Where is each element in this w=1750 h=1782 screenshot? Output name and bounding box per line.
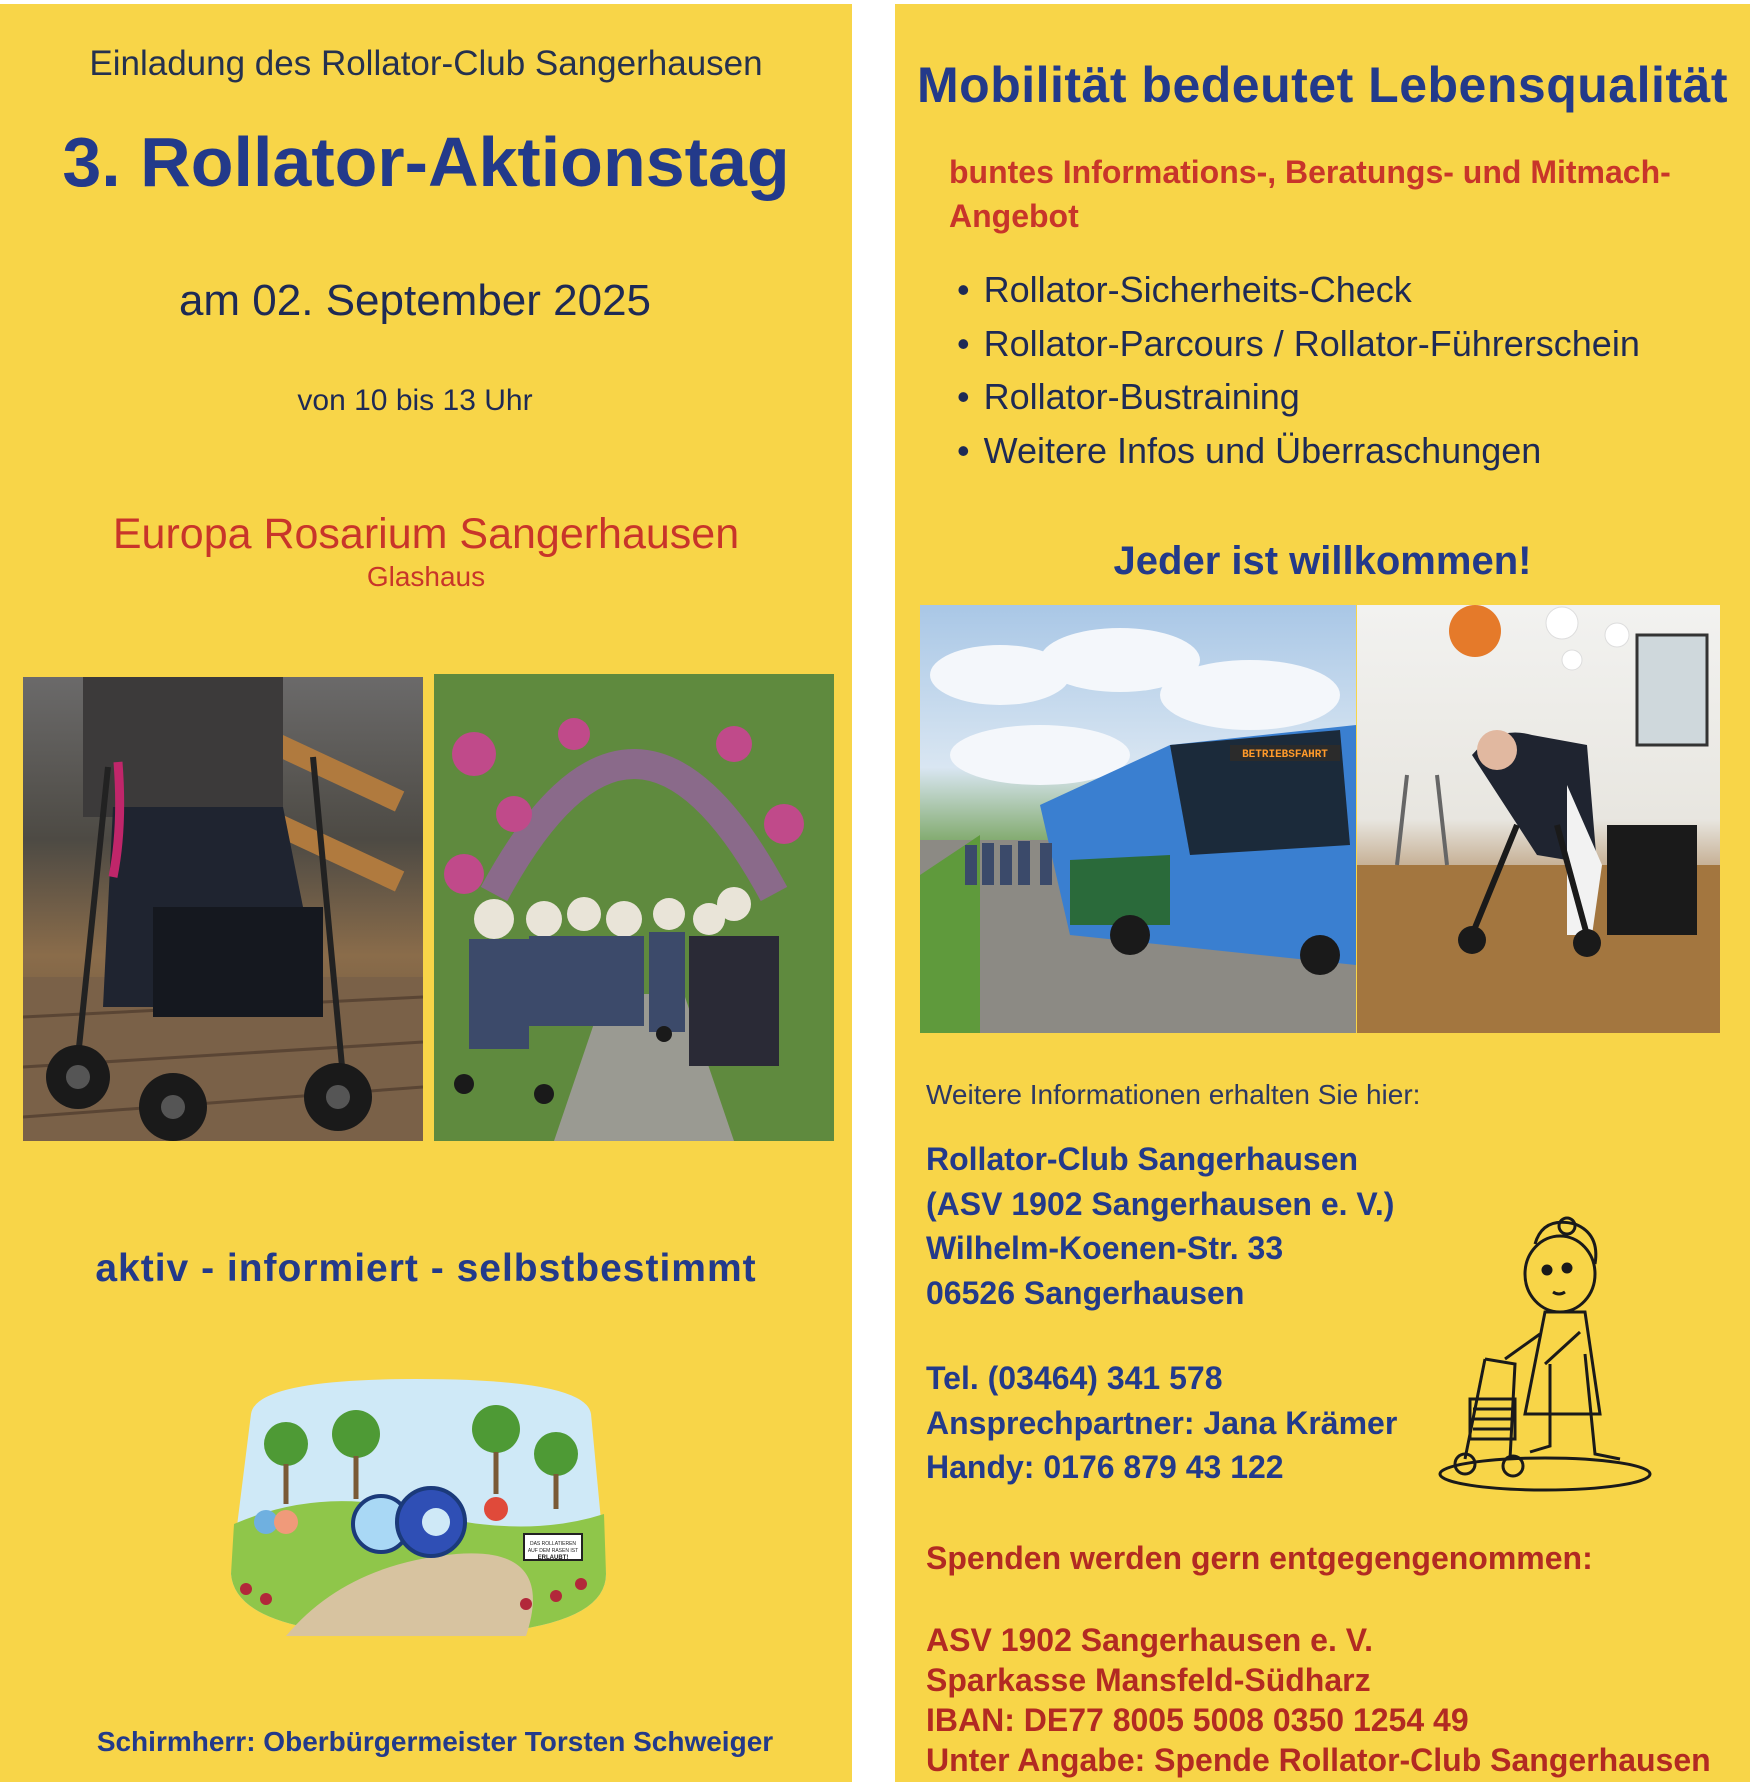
event-title: 3. Rollator-Aktionstag — [62, 123, 790, 201]
bank-line: IBAN: DE77 8005 5008 0350 1254 49 — [926, 1702, 1469, 1738]
address-block — [926, 1137, 1394, 1315]
mobile-line: Handy: 0176 879 43 122 — [926, 1449, 1284, 1485]
list-item: • Rollator-Bustraining — [957, 376, 1640, 430]
address-line: Rollator-Club Sangerhausen — [926, 1141, 1359, 1177]
offer-text: buntes Informations-, Beratungs- und Mitmach-Angebot — [949, 154, 1671, 234]
patron-line: Schirmherr: Oberbürgermeister Torsten Schweiger — [96, 1726, 774, 1757]
address-line: 06526 Sangerhausen — [926, 1274, 1245, 1311]
bank-line: Unter Angabe: Spende Rollator-Club Sangerhausen — [926, 1742, 1711, 1778]
event-venue: Europa Rosarium Sangerhausen — [112, 510, 740, 558]
address-line: Wilhelm-Koenen-Str. 33 — [926, 1230, 1284, 1266]
rose-garden-group-photo — [434, 674, 834, 1141]
list-item: • Rollator-Parcours / Rollator-Führerschein — [957, 323, 1640, 377]
phone-line: Tel. (03464) 341 578 — [926, 1360, 1223, 1396]
bus-training-photo — [920, 605, 1356, 1033]
event-date: am 02. September 2025 — [178, 276, 652, 325]
bank-line: Sparkasse Mansfeld-Südharz — [926, 1662, 1371, 1698]
event-time: von 10 bis 13 Uhr — [297, 384, 533, 417]
slogan: aktiv - informiert - selbstbestimmt — [95, 1247, 757, 1290]
contact-block — [926, 1356, 1397, 1490]
svg-text:BETRIEBSFAHRT: BETRIEBSFAHRT — [1242, 749, 1328, 761]
svg-text:AUF DEM RASEN IST: AUF DEM RASEN IST — [527, 1548, 579, 1554]
list-item: • Weitere Infos und Überraschungen — [957, 430, 1640, 484]
bank-details — [926, 1620, 1711, 1780]
headline: Mobilität bedeutet Lebensqualität — [917, 57, 1728, 113]
svg-text:DAS ROLLATIEREN: DAS ROLLATIEREN — [529, 1541, 577, 1547]
offer-list — [957, 269, 1640, 483]
list-item: • Rollator-Sicherheits-Check — [957, 269, 1640, 323]
rollator-photo — [23, 677, 423, 1141]
invitation-line: Einladung des Rollator-Club Sangerhausen — [89, 44, 763, 83]
contact-person-line: Ansprechpartner: Jana Krämer — [926, 1404, 1398, 1441]
event-venue-sub: Glashaus — [366, 561, 486, 592]
panel-gap — [852, 0, 895, 1782]
address-line: (ASV 1902 Sangerhausen e. V.) — [926, 1185, 1395, 1222]
svg-text:ERLAUBT!: ERLAUBT! — [537, 1555, 569, 1561]
indoor-rollator-check-photo — [1357, 605, 1720, 1033]
donation-heading: Spenden werden gern entgegengenommen: — [926, 1540, 1593, 1576]
bank-line: ASV 1902 Sangerhausen e. V. — [926, 1622, 1374, 1658]
more-info-line: Weitere Informationen erhalten Sie hier: — [926, 1079, 1421, 1110]
rollator-cartoon-illustration — [226, 1374, 611, 1644]
left-flyer-panel — [0, 4, 852, 1782]
welcome-line: Jeder ist willkommen! — [1113, 539, 1532, 583]
grandma-rollator-drawing — [1435, 1184, 1665, 1499]
